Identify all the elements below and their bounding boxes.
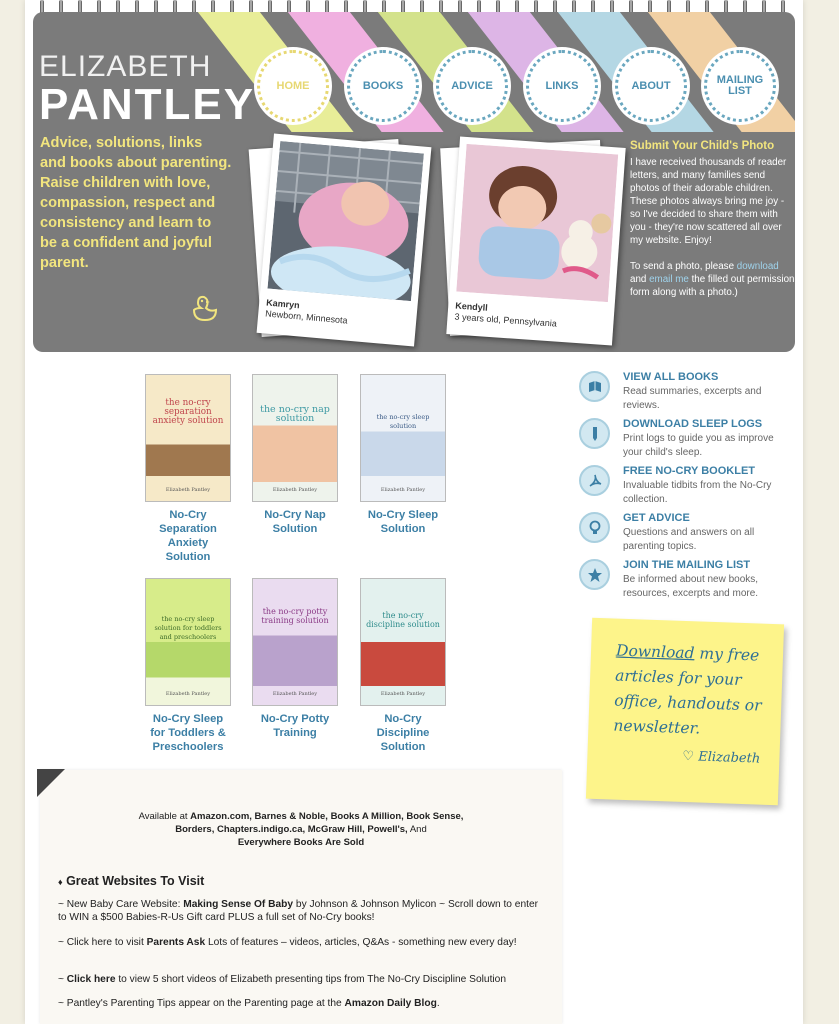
sticky-signature: [682, 749, 760, 767]
nav-links-label: LINKS: [545, 79, 579, 92]
news-pre: ~ New Baby Care Website:: [58, 899, 184, 910]
sidebar-desc: Print logs to guide you as improve your child's sleep.: [623, 433, 774, 458]
photo-caption: [265, 297, 410, 331]
book-cover-author: Elizabeth Pantley: [380, 691, 426, 697]
book-sleep-solution[interactable]: [360, 374, 446, 536]
news-item: [58, 898, 543, 924]
photo-name: Kendyll: [454, 300, 489, 313]
book-nap-solution[interactable]: [252, 374, 338, 536]
news-link[interactable]: Amazon Daily Blog: [344, 998, 437, 1009]
pdf-icon[interactable]: [579, 465, 610, 496]
book-cover-author: Elizabeth Pantley: [272, 487, 318, 493]
nav-mailing-label-1: MAILING: [716, 74, 764, 86]
book-cover-title: the no-cry discipline solution: [366, 611, 440, 629]
toddler-photo-image: [456, 144, 618, 302]
sidebar-desc: Be informed about new books, resources, excerpts and more.: [623, 574, 759, 599]
book-discipline-solution[interactable]: [360, 578, 446, 754]
book-cover-title: the no-cry potty training solution: [261, 607, 329, 625]
availability-pre: Available at: [138, 811, 188, 822]
book-cover-title: the no-cry sleep solution: [376, 413, 430, 430]
news-item: [58, 997, 543, 1010]
sidebar-desc: Questions and answers on all parenting topics.: [623, 527, 755, 552]
pencil-icon[interactable]: [579, 418, 610, 449]
availability-everywhere: Everywhere Books Are Sold: [237, 837, 365, 848]
news-item: [58, 973, 543, 986]
photo-caption: [454, 301, 607, 334]
nav-advice[interactable]: [436, 50, 508, 122]
book-cover-author: Elizabeth Pantley: [165, 487, 211, 493]
logo-first-name: ELIZABETH: [39, 50, 212, 83]
diamond-icon: ♦: [58, 877, 63, 887]
book-title[interactable]: No-Cry Nap Solution: [264, 509, 326, 535]
great-websites-title: Great Websites To Visit: [66, 874, 205, 888]
submit-and: and: [630, 274, 647, 285]
free-booklet-link[interactable]: FREE NO-CRY BOOKLET: [623, 465, 756, 477]
book-cover-author: Elizabeth Pantley: [165, 691, 211, 697]
corner-tab: [37, 769, 65, 797]
nav-mailing-label-2: LIST: [728, 85, 752, 97]
nav-links[interactable]: [526, 50, 598, 122]
nav-advice-label: ADVICE: [451, 79, 493, 92]
baby-photo-image: [267, 141, 423, 301]
photo-detail: 3 years old, Pennsylvania: [454, 311, 558, 329]
nav-books[interactable]: [347, 50, 419, 122]
availability-stores-2[interactable]: Borders, Chapters.indigo.ca, McGraw Hill, Powell's,: [175, 824, 408, 835]
duck-icon: [190, 294, 220, 322]
book-cover[interactable]: [145, 374, 231, 502]
download-link[interactable]: download: [736, 261, 779, 272]
book-cover[interactable]: [360, 374, 446, 502]
news-pre: ~: [58, 974, 67, 985]
star-icon[interactable]: [579, 559, 610, 590]
news-pre: ~ Pantley's Parenting Tips appear on the Parenting page at the: [58, 998, 345, 1009]
book-cover-title: the no-cry separation anxiety solution: [152, 398, 224, 426]
book-title[interactable]: No-Cry Sleep Solution: [367, 509, 439, 535]
availability-text: [40, 810, 562, 849]
news-post: to view 5 short videos of Elizabeth presenting tips from The No-Cry Discipline Solution: [115, 974, 506, 985]
nav-home[interactable]: [257, 50, 329, 122]
nav-home-label: HOME: [276, 79, 310, 92]
tagline: Advice, solutions, links and books about parenting. Raise children with love, compassion, respect and consistency and learn to be a confident and joyful parent.: [40, 135, 232, 271]
submit-send-post: the filled out permission form along with a photo.): [630, 274, 795, 298]
news-post: .: [436, 998, 440, 1009]
book-title[interactable]: No-Cry Discipline Solution: [376, 713, 430, 753]
book-icon[interactable]: [579, 371, 610, 402]
book-cover[interactable]: [252, 374, 338, 502]
submit-instructions: [630, 260, 795, 299]
news-pre: ~ Click here to visit: [58, 937, 147, 948]
nav-about[interactable]: [615, 50, 687, 122]
book-title[interactable]: No-Cry Potty Training: [260, 713, 330, 739]
book-cover[interactable]: [145, 578, 231, 706]
nav-about-label: ABOUT: [631, 79, 671, 92]
submit-send-pre: To send a photo, please: [630, 261, 735, 272]
book-sleep-toddlers[interactable]: [145, 578, 231, 754]
availability-stores-1[interactable]: Amazon.com, Barnes & Noble, Books A Million, Book Sense,: [190, 811, 464, 822]
join-mailing-list-link[interactable]: JOIN THE MAILING LIST: [623, 559, 751, 571]
signature-text: Elizabeth: [697, 749, 761, 767]
content-box: [40, 770, 562, 1024]
sticky-link-label: Download: [615, 641, 695, 663]
heart-icon: ♡: [682, 748, 695, 765]
view-all-books-link[interactable]: VIEW ALL BOOKS: [623, 371, 719, 383]
sticky-note: [586, 618, 784, 806]
download-sleep-logs-link[interactable]: DOWNLOAD SLEEP LOGS: [623, 418, 763, 430]
news-item: [58, 936, 543, 949]
news-link[interactable]: Parents Ask: [146, 937, 206, 948]
submit-title: Submit Your Child's Photo: [630, 140, 775, 152]
news-link[interactable]: Making Sense Of Baby: [183, 899, 294, 910]
book-cover-author: Elizabeth Pantley: [380, 487, 426, 493]
book-potty-training[interactable]: [252, 578, 338, 740]
sticky-body: my free articles for your office, handouts or newsletter.: [613, 644, 762, 738]
photo-name: Kamryn: [265, 297, 301, 311]
book-cover-author: Elizabeth Pantley: [272, 691, 318, 697]
book-separation-anxiety[interactable]: [145, 374, 231, 564]
download-articles-link[interactable]: [616, 642, 695, 663]
nav-mailing-label: [717, 75, 763, 97]
lightbulb-icon[interactable]: [579, 512, 610, 543]
book-title[interactable]: No-Cry Sleep for Toddlers & Preschoolers: [150, 713, 226, 753]
submit-photo-panel: [630, 140, 795, 299]
submit-body: I have received thousands of reader letters, and many families send photos of their adorable children. These photos always bring me joy - so I've decided to share them with you - they're now scattered all over my website. Enjoy!: [630, 157, 787, 246]
book-cover-title: the no-cry sleep solution for toddlers and preschoolers: [154, 615, 222, 641]
photo-detail: Newborn, Minnesota: [264, 308, 348, 326]
header: [33, 12, 795, 352]
book-title[interactable]: No-Cry Separation Anxiety Solution: [159, 509, 217, 563]
nav-mailing-list[interactable]: [704, 50, 776, 122]
news-link[interactable]: Click here: [66, 974, 116, 985]
great-websites-heading: [58, 874, 204, 888]
news-post: Lots of features – videos, articles, Q&As - something new every day!: [205, 937, 517, 948]
email-me-link[interactable]: email me: [649, 274, 689, 285]
book-cover-title: the no-cry nap solution: [260, 404, 330, 424]
sticky-text: [613, 639, 766, 744]
news-post: by Johnson & Johnson Mylicon ~ Scroll down to enter to WIN a $500 Babies-R-Us Gift card PLUS a full set of No-Cry books!: [58, 899, 538, 923]
availability-and: And: [409, 824, 427, 835]
nav-books-label: BOOKS: [362, 79, 404, 92]
book-cover[interactable]: [360, 578, 446, 706]
book-cover[interactable]: [252, 578, 338, 706]
logo-last-name: PANTLEY: [39, 80, 256, 129]
get-advice-link[interactable]: GET ADVICE: [623, 512, 690, 524]
sidebar-desc: Invaluable tidbits from the No-Cry collection.: [623, 480, 772, 505]
sidebar-desc: Read summaries, excerpts and reviews.: [623, 386, 762, 411]
